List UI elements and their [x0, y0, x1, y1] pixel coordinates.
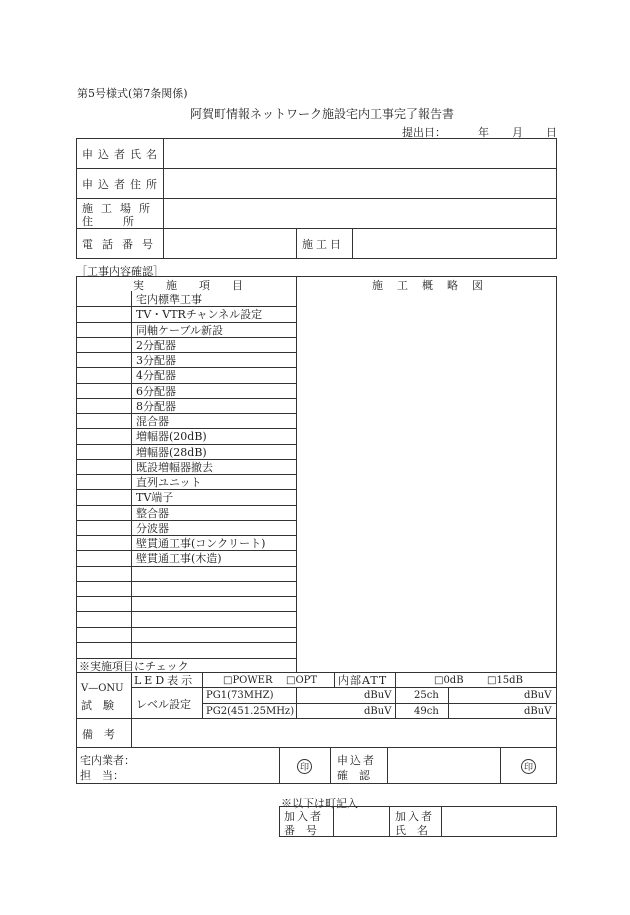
work-item-check-cell[interactable]: [77, 566, 131, 581]
work-item-label: TV・VTRチャンネル設定: [136, 307, 263, 321]
applicant-address-field[interactable]: [164, 169, 556, 198]
work-item-label: 2分配器: [136, 338, 176, 352]
diagram-area[interactable]: [297, 291, 556, 672]
work-item-label: TV端子: [136, 490, 174, 504]
remarks-label: 備 考: [82, 727, 115, 741]
onu-label: V—ONU: [81, 683, 124, 694]
work-item-check-cell[interactable]: [77, 505, 131, 520]
work-date-field[interactable]: [353, 229, 556, 259]
work-item-label: 同軸ケーブル新設: [136, 323, 224, 337]
document-title: 阿賀町情報ネットワーク施設宅内工事完了報告書: [190, 107, 455, 121]
submission-day: 日: [546, 126, 557, 139]
submission-month: 月: [512, 126, 523, 139]
work-item-label: 6分配器: [136, 384, 176, 398]
remarks-field[interactable]: [132, 719, 556, 748]
work-item-label: 8分配器: [136, 399, 176, 413]
site-address-label: 住所: [82, 215, 164, 228]
subscriber-name-label: 加入者: [395, 810, 434, 823]
att-0db-checkbox[interactable]: □0dB: [434, 674, 464, 686]
work-item-label: 宅内標準工事: [136, 292, 202, 306]
ch49-unit: dBuV: [524, 706, 552, 717]
subscriber-name-field[interactable]: [442, 807, 556, 837]
phone-label: 電話番号: [82, 238, 162, 251]
work-item-label: 直列ユニット: [136, 475, 202, 489]
work-item-check-cell[interactable]: [77, 398, 131, 413]
submission-date-label: 提出日：: [402, 126, 446, 139]
town-entry-note: ※以下は町記入: [281, 797, 358, 810]
contractor-person-label: 担 当：: [80, 769, 124, 782]
work-item-check-cell[interactable]: [77, 596, 131, 611]
applicant-confirm-label-2: 確 認: [337, 769, 370, 782]
subscriber-number-field[interactable]: [334, 807, 389, 837]
work-item-check-cell[interactable]: [77, 611, 131, 626]
site-label: 施工場所: [82, 202, 158, 215]
att-15db-checkbox[interactable]: □15dB: [487, 674, 523, 686]
work-item-label: 分波器: [136, 521, 169, 535]
ch49-label: 49ch: [414, 706, 439, 717]
work-item-check-cell[interactable]: [77, 428, 131, 443]
form-number: 第5号様式(第7条関係): [77, 87, 188, 100]
work-item-check-cell[interactable]: [77, 306, 131, 321]
opt-checkbox[interactable]: □OPT: [286, 674, 318, 686]
applicant-name-field[interactable]: [164, 139, 556, 168]
pg2-label: PG2(451.25MHz): [206, 706, 295, 717]
work-date-label: 施工日: [302, 238, 344, 251]
work-item-label: 増幅器(20dB): [136, 429, 207, 443]
work-item-check-cell[interactable]: [77, 642, 131, 657]
work-section-label: ［工事内容確認］: [76, 265, 164, 278]
contractor-company-label: 宅内業者：: [80, 754, 135, 767]
subscriber-number-label-2: 番 号: [284, 824, 317, 837]
pg1-unit: dBuV: [364, 690, 392, 701]
level-setting-label: レベル設定: [136, 697, 191, 711]
items-column-header: 実施項目: [133, 279, 265, 292]
work-item-check-cell[interactable]: [77, 291, 131, 306]
work-item-check-cell[interactable]: [77, 550, 131, 565]
subscriber-name-label-2: 氏 名: [395, 824, 428, 837]
submission-year: 年: [478, 126, 489, 139]
work-item-check-cell[interactable]: [77, 322, 131, 337]
applicant-name-label: 申込者氏名: [82, 147, 162, 161]
work-item-label: 整合器: [136, 506, 169, 520]
work-item-label: 混合器: [136, 414, 169, 428]
work-item-label: 増幅器(28dB): [136, 445, 207, 459]
applicant-seal-icon: 印: [521, 759, 536, 774]
ch25-unit: dBuV: [524, 690, 552, 701]
work-item-check-cell[interactable]: [77, 383, 131, 398]
work-item-check-cell[interactable]: [77, 535, 131, 550]
internal-att-label: 内部ATT: [338, 674, 388, 687]
work-item-label: 既設増幅器撤去: [136, 460, 213, 474]
work-item-check-cell[interactable]: [77, 352, 131, 367]
work-item-check-cell[interactable]: [77, 581, 131, 596]
applicant-address-label: 申込者住所: [82, 177, 162, 191]
work-item-check-cell[interactable]: [77, 474, 131, 489]
phone-field[interactable]: [164, 229, 296, 259]
work-item-label: 壁貫通工事(コンクリート): [136, 536, 266, 550]
work-item-check-cell[interactable]: [77, 459, 131, 474]
subscriber-number-label: 加入者: [284, 810, 323, 823]
work-item-label: 3分配器: [136, 353, 176, 367]
work-item-label: 4分配器: [136, 368, 176, 382]
diagram-column-header: 施工概略図: [372, 279, 497, 292]
applicant-confirm-label: 申込者: [337, 754, 376, 767]
site-address-field[interactable]: [164, 199, 556, 228]
power-checkbox[interactable]: □POWER: [223, 674, 273, 686]
work-item-check-cell[interactable]: [77, 444, 131, 459]
work-item-check-cell[interactable]: [77, 337, 131, 352]
work-item-check-cell[interactable]: [77, 520, 131, 535]
work-item-label: 壁貫通工事(木造): [136, 551, 222, 565]
contractor-seal-icon: 印: [297, 759, 312, 774]
pg2-unit: dBuV: [364, 706, 392, 717]
led-label: LED表示: [134, 674, 196, 687]
work-item-check-cell[interactable]: [77, 489, 131, 504]
ch25-label: 25ch: [414, 690, 439, 701]
work-item-check-cell[interactable]: [77, 413, 131, 428]
work-item-check-cell[interactable]: [77, 627, 131, 642]
onu-test-label: 試 験: [81, 699, 114, 712]
check-note: ※実施項目にチェック: [79, 659, 189, 673]
work-item-check-cell[interactable]: [77, 367, 131, 382]
pg1-label: PG1(73MHZ): [206, 690, 274, 701]
